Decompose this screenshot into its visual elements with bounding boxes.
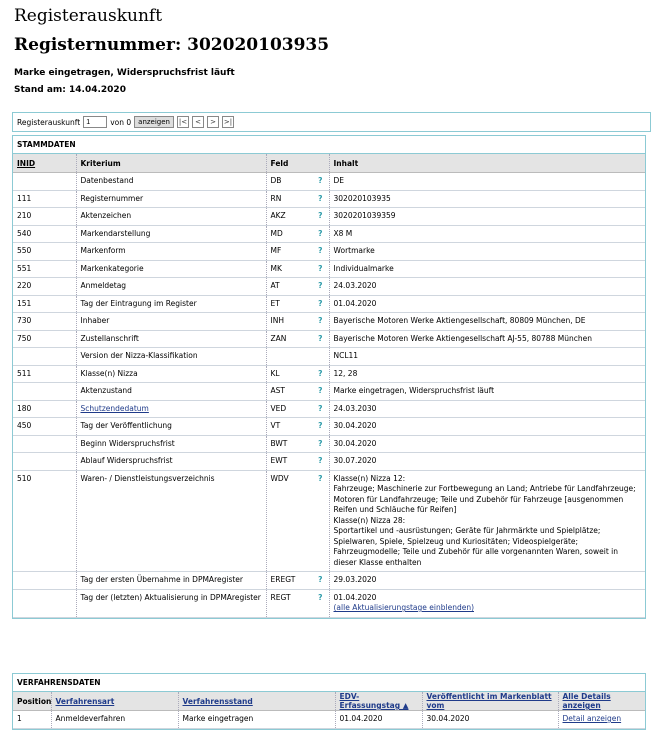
cell-inhalt: 01.04.2020 bbox=[329, 295, 645, 313]
status-text: Marke eingetragen, Widerspruchsfrist läuft bbox=[14, 68, 235, 78]
col-position: Position bbox=[13, 692, 51, 711]
nav-of-label: von 0 bbox=[110, 117, 132, 127]
cell-inid: 510 bbox=[13, 470, 76, 572]
cell-inid: 210 bbox=[13, 208, 76, 226]
cell-feld bbox=[266, 313, 329, 331]
feld-code: WDV bbox=[270, 473, 289, 483]
cell-feld bbox=[266, 348, 329, 366]
cell-feld bbox=[266, 418, 329, 436]
cell-feld bbox=[266, 435, 329, 453]
cell-kriterium: Klasse(n) Nizza bbox=[76, 365, 266, 383]
cell-kriterium: Tag der Eintragung im Register bbox=[76, 295, 266, 313]
show-all-updates-link[interactable]: (alle Aktualisierungstage einblenden) bbox=[333, 603, 474, 612]
cell-inid: 540 bbox=[13, 225, 76, 243]
cell-kriterium: Aktenzeichen bbox=[76, 208, 266, 226]
help-icon[interactable]: ? bbox=[318, 176, 323, 185]
cell-inhalt bbox=[329, 589, 645, 617]
cell-edv: 01.04.2020 bbox=[335, 711, 422, 729]
stammdaten-row bbox=[13, 243, 645, 261]
cell-kriterium: Tag der ersten Übernahme in DPMAregister bbox=[76, 572, 266, 590]
cell-kriterium: Registernummer bbox=[76, 190, 266, 208]
feld-code: REGT bbox=[270, 592, 291, 602]
feld-code: KL bbox=[270, 368, 280, 378]
cell-inhalt: Individualmarke bbox=[329, 260, 645, 278]
cell-verfahrensart: Anmeldeverfahren bbox=[51, 711, 178, 729]
help-icon[interactable]: ? bbox=[318, 386, 323, 395]
cell-inid: 111 bbox=[13, 190, 76, 208]
stammdaten-row bbox=[13, 190, 645, 208]
first-page-button[interactable]: |< bbox=[178, 118, 188, 126]
col-inhalt: Inhalt bbox=[329, 154, 645, 173]
register-number-title: Registernummer: 302020103935 bbox=[14, 35, 330, 55]
stammdaten-row bbox=[13, 383, 645, 401]
col-verfahrensart[interactable]: Verfahrensart bbox=[51, 692, 178, 711]
feld-code: MD bbox=[270, 228, 283, 238]
stammdaten-row bbox=[13, 348, 645, 366]
verfahren-row bbox=[13, 711, 645, 729]
cell-kriterium: Waren- / Dienstleistungsverzeichnis bbox=[76, 470, 266, 572]
cell-inid: 151 bbox=[13, 295, 76, 313]
nav-label: Registerauskunft bbox=[17, 117, 81, 127]
cell-feld bbox=[266, 470, 329, 572]
stammdaten-row bbox=[13, 208, 645, 226]
class28-heading: Klasse(n) Nizza 28: bbox=[333, 515, 406, 525]
feld-code: EREGT bbox=[270, 575, 296, 584]
cell-kriterium: Markendarstellung bbox=[76, 225, 266, 243]
cell-inid: 551 bbox=[13, 260, 76, 278]
cell-inid bbox=[13, 453, 76, 471]
help-icon[interactable]: ? bbox=[318, 368, 323, 378]
stammdaten-heading: STAMMDATEN bbox=[13, 136, 645, 154]
cell-feld bbox=[266, 365, 329, 383]
stammdaten-row bbox=[13, 173, 645, 191]
stammdaten-row bbox=[13, 418, 645, 436]
stammdaten-row bbox=[13, 330, 645, 348]
cell-feld bbox=[266, 173, 329, 191]
help-icon[interactable]: ? bbox=[318, 263, 323, 273]
stammdaten-row bbox=[13, 313, 645, 331]
feld-code: VED bbox=[270, 403, 287, 413]
cell-feld bbox=[266, 383, 329, 401]
help-icon[interactable]: ? bbox=[318, 211, 323, 220]
cell-inhalt: 24.03.2020 bbox=[329, 278, 645, 296]
cell-inhalt: X8 M bbox=[329, 225, 645, 243]
cell-feld bbox=[266, 243, 329, 261]
col-edv-erfassungstag[interactable]: EDV-Erfassungstag ▲ bbox=[335, 692, 422, 711]
cell-inid bbox=[13, 383, 76, 401]
class12-heading: Klasse(n) Nizza 12: bbox=[333, 473, 406, 483]
cell-inhalt: NCL11 bbox=[329, 348, 645, 366]
cell-kriterium: Beginn Widerspruchsfrist bbox=[76, 435, 266, 453]
cell-kriterium: Tag der Veröffentlichung bbox=[76, 418, 266, 436]
cell-inhalt: 24.03.2030 bbox=[329, 400, 645, 418]
verfahrensdaten-panel bbox=[12, 673, 646, 730]
stammdaten-row bbox=[13, 365, 645, 383]
next-page-button[interactable]: > bbox=[207, 116, 219, 128]
cell-feld bbox=[266, 190, 329, 208]
verfahren-header-row bbox=[13, 692, 645, 711]
stammdaten-row-regt bbox=[13, 589, 645, 617]
stammdaten-row bbox=[13, 225, 645, 243]
cell-inhalt: Bayerische Motoren Werke Aktiengesellschaft AJ-55, 80788 München bbox=[329, 330, 645, 348]
stammdaten-row bbox=[13, 453, 645, 471]
cell-kriterium: Anmeldetag bbox=[76, 278, 266, 296]
page-title: Registerauskunft bbox=[14, 6, 163, 26]
feld-code: AKZ bbox=[270, 211, 286, 220]
cell-verfahrensstand: Marke eingetragen bbox=[178, 711, 335, 729]
feld-code: DB bbox=[270, 176, 282, 185]
help-icon[interactable]: ? bbox=[318, 228, 323, 238]
stammdaten-row-eregt bbox=[13, 572, 645, 590]
cell-feld bbox=[266, 225, 329, 243]
cell-kriterium: Ablauf Widerspruchsfrist bbox=[76, 453, 266, 471]
class28-text: Sportartikel und -ausrüstungen; Geräte für Jahrmärkte und Spielplätze; Spielwaren, Spiele, Spielzeug und Kuriositäten; Videospielgeräte; Fahrzeugmodelle; Teile und Zubehör für alle vorgenannten Waren, soweit in dieser Klasse enthalten bbox=[333, 526, 619, 567]
cell-kriterium: Zustellanschrift bbox=[76, 330, 266, 348]
stammdaten-row-wdv bbox=[13, 470, 645, 572]
cell-inid bbox=[13, 173, 76, 191]
stammdaten-row bbox=[13, 260, 645, 278]
help-icon[interactable]: ? bbox=[318, 246, 323, 255]
stammdaten-header-row bbox=[13, 154, 645, 173]
help-icon[interactable]: ? bbox=[318, 298, 323, 308]
cell-inhalt: 30.04.2020 bbox=[329, 418, 645, 436]
register-navigation bbox=[12, 112, 651, 132]
help-icon[interactable]: ? bbox=[318, 438, 323, 448]
cell-inid: 550 bbox=[13, 243, 76, 261]
stammdaten-row bbox=[13, 400, 645, 418]
cell-feld bbox=[266, 260, 329, 278]
cell-veroeffentlicht: 30.04.2020 bbox=[422, 711, 558, 729]
col-verfahrensstand[interactable]: Verfahrensstand bbox=[178, 692, 335, 711]
cell-inhalt-wdv bbox=[329, 470, 645, 572]
cell-inhalt: Marke eingetragen, Widerspruchsfrist läuft bbox=[329, 383, 645, 401]
stammdaten-row bbox=[13, 295, 645, 313]
class12-text: Fahrzeuge; Maschinerie zur Fortbewegung an Land; Antriebe für Landfahrzeuge; Motoren für Landfahrzeuge; Teile und Zubehör für Fahrzeuge [ausgenommen Reifen und Schläuche für Reifen] bbox=[333, 484, 636, 514]
detail-link[interactable]: Detail anzeigen bbox=[562, 714, 622, 723]
feld-code: VT bbox=[270, 421, 281, 430]
cell-feld bbox=[266, 208, 329, 226]
cell-kriterium: Aktenzustand bbox=[76, 383, 266, 401]
cell-inid: 730 bbox=[13, 313, 76, 331]
cell-feld bbox=[266, 572, 329, 590]
cell-feld bbox=[266, 453, 329, 471]
cell-feld bbox=[266, 278, 329, 296]
col-feld: Feld bbox=[266, 154, 329, 173]
cell-kriterium[interactable] bbox=[76, 400, 266, 418]
cell-inid bbox=[13, 589, 76, 617]
show-button[interactable]: anzeigen bbox=[134, 116, 174, 128]
cell-inhalt: 302020103935 bbox=[329, 190, 645, 208]
cell-inid: 750 bbox=[13, 330, 76, 348]
stand-date: Stand am: 14.04.2020 bbox=[14, 85, 126, 95]
cell-detail[interactable] bbox=[558, 711, 645, 729]
help-icon[interactable]: ? bbox=[318, 456, 323, 465]
page-input[interactable] bbox=[83, 116, 107, 128]
kriterium-link[interactable]: Schutzendedatum bbox=[80, 403, 149, 413]
help-icon[interactable]: ? bbox=[318, 421, 323, 430]
cell-kriterium: Inhaber bbox=[76, 313, 266, 331]
help-icon[interactable]: ? bbox=[318, 316, 323, 325]
cell-kriterium: Datenbestand bbox=[76, 173, 266, 191]
col-kriterium: Kriterium bbox=[76, 154, 266, 173]
cell-inid bbox=[13, 348, 76, 366]
cell-kriterium: Markenkategorie bbox=[76, 260, 266, 278]
cell-inhalt: DE bbox=[329, 173, 645, 191]
col-inid[interactable]: INID bbox=[13, 154, 76, 173]
help-icon[interactable]: ? bbox=[318, 333, 323, 343]
stammdaten-row bbox=[13, 278, 645, 296]
cell-inid bbox=[13, 435, 76, 453]
verfahrensdaten-heading: VERFAHRENSDATEN bbox=[13, 674, 645, 692]
help-icon[interactable]: ? bbox=[318, 592, 323, 602]
cell-inhalt: 12, 28 bbox=[329, 365, 645, 383]
help-icon[interactable]: ? bbox=[318, 193, 323, 203]
cell-inid: 511 bbox=[13, 365, 76, 383]
cell-inhalt: 30.04.2020 bbox=[329, 435, 645, 453]
feld-code: ZAN bbox=[270, 333, 287, 343]
cell-inhalt: 3020201039359 bbox=[329, 208, 645, 226]
help-icon[interactable]: ? bbox=[318, 473, 323, 483]
cell-feld bbox=[266, 295, 329, 313]
help-icon[interactable]: ? bbox=[318, 403, 323, 413]
prev-page-button[interactable]: < bbox=[192, 116, 204, 128]
feld-code: EWT bbox=[270, 456, 288, 465]
stammdaten-table bbox=[13, 154, 645, 618]
cell-inid: 450 bbox=[13, 418, 76, 436]
cell-inhalt: Bayerische Motoren Werke Aktiengesellschaft, 80809 München, DE bbox=[329, 313, 645, 331]
help-icon[interactable]: ? bbox=[318, 575, 323, 584]
col-veroeffentlicht[interactable]: Veröffentlicht im Markenblatt vom bbox=[422, 692, 558, 711]
cell-inhalt: 29.03.2020 bbox=[329, 572, 645, 590]
cell-inhalt: 30.07.2020 bbox=[329, 453, 645, 471]
cell-inid: 220 bbox=[13, 278, 76, 296]
stammdaten-panel bbox=[12, 135, 646, 619]
cell-inhalt: Wortmarke bbox=[329, 243, 645, 261]
feld-code: MF bbox=[270, 246, 282, 255]
regt-date: 01.04.2020 bbox=[333, 592, 377, 602]
feld-code: BWT bbox=[270, 438, 288, 448]
last-page-button[interactable]: >| bbox=[223, 118, 233, 126]
cell-feld bbox=[266, 400, 329, 418]
cell-kriterium: Version der Nizza-Klassifikation bbox=[76, 348, 266, 366]
cell-inid: 180 bbox=[13, 400, 76, 418]
feld-code: ET bbox=[270, 298, 280, 308]
cell-kriterium: Tag der (letzten) Aktualisierung in DPMAregister bbox=[76, 589, 266, 617]
help-icon[interactable]: ? bbox=[318, 281, 323, 290]
cell-kriterium: Markenform bbox=[76, 243, 266, 261]
verfahrensdaten-table bbox=[13, 692, 645, 729]
stammdaten-row bbox=[13, 435, 645, 453]
feld-code: INH bbox=[270, 316, 284, 325]
feld-code: MK bbox=[270, 263, 282, 273]
cell-inid bbox=[13, 572, 76, 590]
feld-code: AST bbox=[270, 386, 285, 395]
cell-position: 1 bbox=[13, 711, 51, 729]
col-alle-details[interactable]: Alle Details anzeigen bbox=[558, 692, 645, 711]
cell-feld bbox=[266, 589, 329, 617]
cell-feld bbox=[266, 330, 329, 348]
feld-code: RN bbox=[270, 193, 282, 203]
feld-code: AT bbox=[270, 281, 280, 290]
